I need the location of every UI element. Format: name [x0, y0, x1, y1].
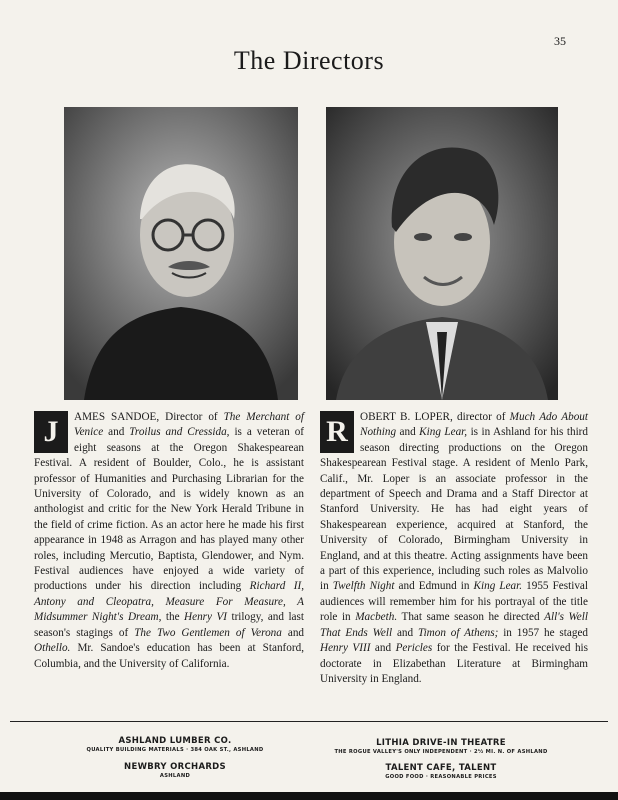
bio-loper-segment: is in Ashland for his third season directing productions on the Oregon Shakespearean Festival stage. A resident of Menlo Park, Calif., Mr. Loper is an associate professor in the department of Speech and Drama and a Staff Director at Stanford University. He has had eight years of Shakespearean experience, acquired at Stanford, the University of Colorado, Birmingham University in England, and at this theatre. Acting assignments have been a part of this experience, including such roles as Malvolio in: [320, 426, 588, 593]
bio-sandoe-text: [34, 411, 304, 670]
bio-loper-segment: for the Festival. He received his doctorate in Elizabethan Literature at Birmingham University in England.: [320, 642, 589, 685]
bio-sandoe-segment: Troilus and Cressida,: [129, 426, 230, 439]
bio-loper-segment: All's Well That Ends Well: [320, 611, 588, 639]
ad-talent-cafe-name: TALENT CAFE, TALENT: [385, 763, 497, 773]
bio-sandoe-segment: Henry VI: [184, 611, 228, 624]
bio-loper-text: [320, 411, 588, 685]
bio-sandoe-segment: trilogy, and last season's stagings of: [34, 611, 304, 639]
bio-loper-segment: and: [392, 626, 418, 639]
ad-lithia-drive-in: [316, 738, 566, 755]
ad-ashland-lumber: [60, 736, 290, 753]
ad-lithia-drive-in-name: LITHIA DRIVE-IN THEATRE: [376, 738, 506, 748]
bio-loper-segment: and: [396, 426, 420, 439]
bio-loper-segment: King Lear,: [419, 426, 468, 439]
page-bottom-edge: [0, 792, 618, 800]
bio-loper-segment: and Edmund in: [394, 580, 474, 593]
bio-loper-segment: and: [370, 642, 396, 655]
ad-lithia-drive-in-sub: THE ROGUE VALLEY'S ONLY INDEPENDENT · 2½ MI. N. OF ASHLAND: [334, 749, 548, 755]
bio-sandoe-segment: Richard II, Antony and Cleopatra, Measure For Measure, A Midsummer Night's Dream,: [34, 580, 305, 624]
bio-loper-segment: Macbeth.: [355, 611, 398, 624]
bio-sandoe-segment: Othello.: [34, 642, 71, 655]
ad-newbry-orchards: [60, 762, 290, 779]
ad-ashland-lumber-name: ASHLAND LUMBER CO.: [118, 736, 232, 746]
bio-loper-segment: Twelfth Night: [332, 580, 395, 593]
bio-loper-segment: Pericles: [395, 642, 433, 655]
ad-newbry-orchards-sub: ASHLAND: [159, 773, 191, 779]
bio-loper-segment: That same season he directed: [397, 611, 545, 624]
bio-sandoe-segment: The Two Gentlemen of Verona: [134, 626, 282, 639]
bio-sandoe-segment: The Merchant of Venice: [74, 411, 305, 439]
bio-loper-segment: OBERT B. LOPER, director of: [360, 411, 510, 423]
bio-loper: [320, 410, 588, 687]
portrait-loper-illustration: [326, 107, 558, 400]
dropcap-r: R: [320, 411, 354, 453]
bio-sandoe-segment: and: [103, 426, 130, 439]
bio-sandoe-segment: Mr. Sandoe's education has been at Stanford, Columbia, and the University of California.: [34, 642, 304, 670]
bio-loper-segment: Much Ado About Nothing: [360, 411, 588, 439]
bio-loper-segment: in 1957 he staged: [498, 626, 588, 639]
portrait-sandoe-illustration: [64, 107, 298, 400]
bio-sandoe-segment: AMES SANDOE, Director of: [74, 411, 224, 423]
ad-newbry-orchards-name: NEWBRY ORCHARDS: [124, 762, 226, 772]
dropcap-j: J: [34, 411, 68, 453]
bio-sandoe: [34, 410, 304, 672]
ad-talent-cafe-sub: GOOD FOOD · REASONABLE PRICES: [385, 774, 497, 780]
bio-sandoe-segment: is a veteran of eight seasons at the Oregon Shakespearean Festival. A resident of Boulder, Colo., he is assistant professor of Humanities and Purchasing Librarian for the University of Colorado, and is widely known as an anthologist and critic for the New York Herald Tribune in the field of crime fiction. As an actor here he made his first appearance in 1948 as Arragon and has played many other roles, including Mercutio, Baptista, Glendower, and Nym. Festival audiences have enjoyed a wide variety of productions under his direction including: [34, 426, 305, 593]
ad-talent-cafe: [316, 763, 566, 780]
bio-sandoe-segment: the: [161, 611, 185, 624]
ad-ashland-lumber-sub: QUALITY BUILDING MATERIALS · 384 OAK ST., ASHLAND: [86, 747, 264, 753]
bio-loper-segment: Henry VIII: [320, 642, 371, 655]
bio-loper-segment: 1955 Festival audiences will remember him for his portrayal of the title role in: [320, 580, 589, 624]
portrait-photo-loper: [326, 107, 558, 400]
bio-loper-segment: King Lear.: [473, 580, 523, 593]
bio-loper-segment: Timon of Athens;: [417, 626, 499, 639]
footer-divider: [10, 721, 608, 722]
bio-sandoe-segment: and: [281, 626, 305, 639]
portrait-photo-sandoe: [64, 107, 298, 400]
page-title: The Directors: [233, 46, 385, 75]
page-number: 35: [554, 34, 566, 48]
